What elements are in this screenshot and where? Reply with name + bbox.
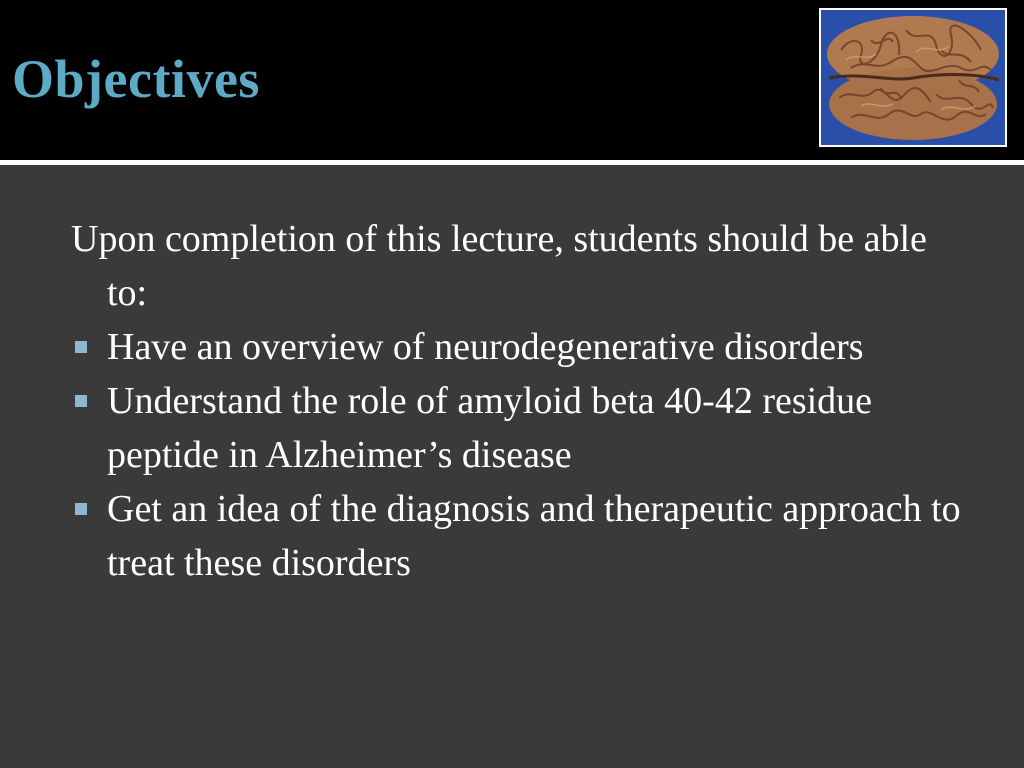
list-item — [71, 374, 971, 482]
title-bar — [0, 0, 1024, 160]
square-bullet-icon — [75, 341, 87, 353]
slide-title: Objectives — [12, 49, 260, 109]
brain-icon — [821, 10, 1005, 145]
square-bullet-icon — [75, 503, 87, 515]
title-divider — [0, 160, 1024, 165]
list-item — [71, 320, 971, 374]
square-bullet-icon — [75, 395, 87, 407]
objective-text: Get an idea of the diagnosis and therapeutic approach to treat these disorders — [107, 488, 961, 584]
objective-text: Have an overview of neurodegenerative disorders — [107, 326, 864, 368]
brain-image — [819, 8, 1007, 147]
objective-text: Understand the role of amyloid beta 40-42 residue peptide in Alzheimer’s disease — [107, 380, 873, 476]
intro-text: Upon completion of this lecture, students should be able to: — [71, 218, 927, 314]
list-item — [71, 482, 971, 590]
objectives-content — [71, 212, 971, 590]
objectives-list — [71, 320, 971, 590]
